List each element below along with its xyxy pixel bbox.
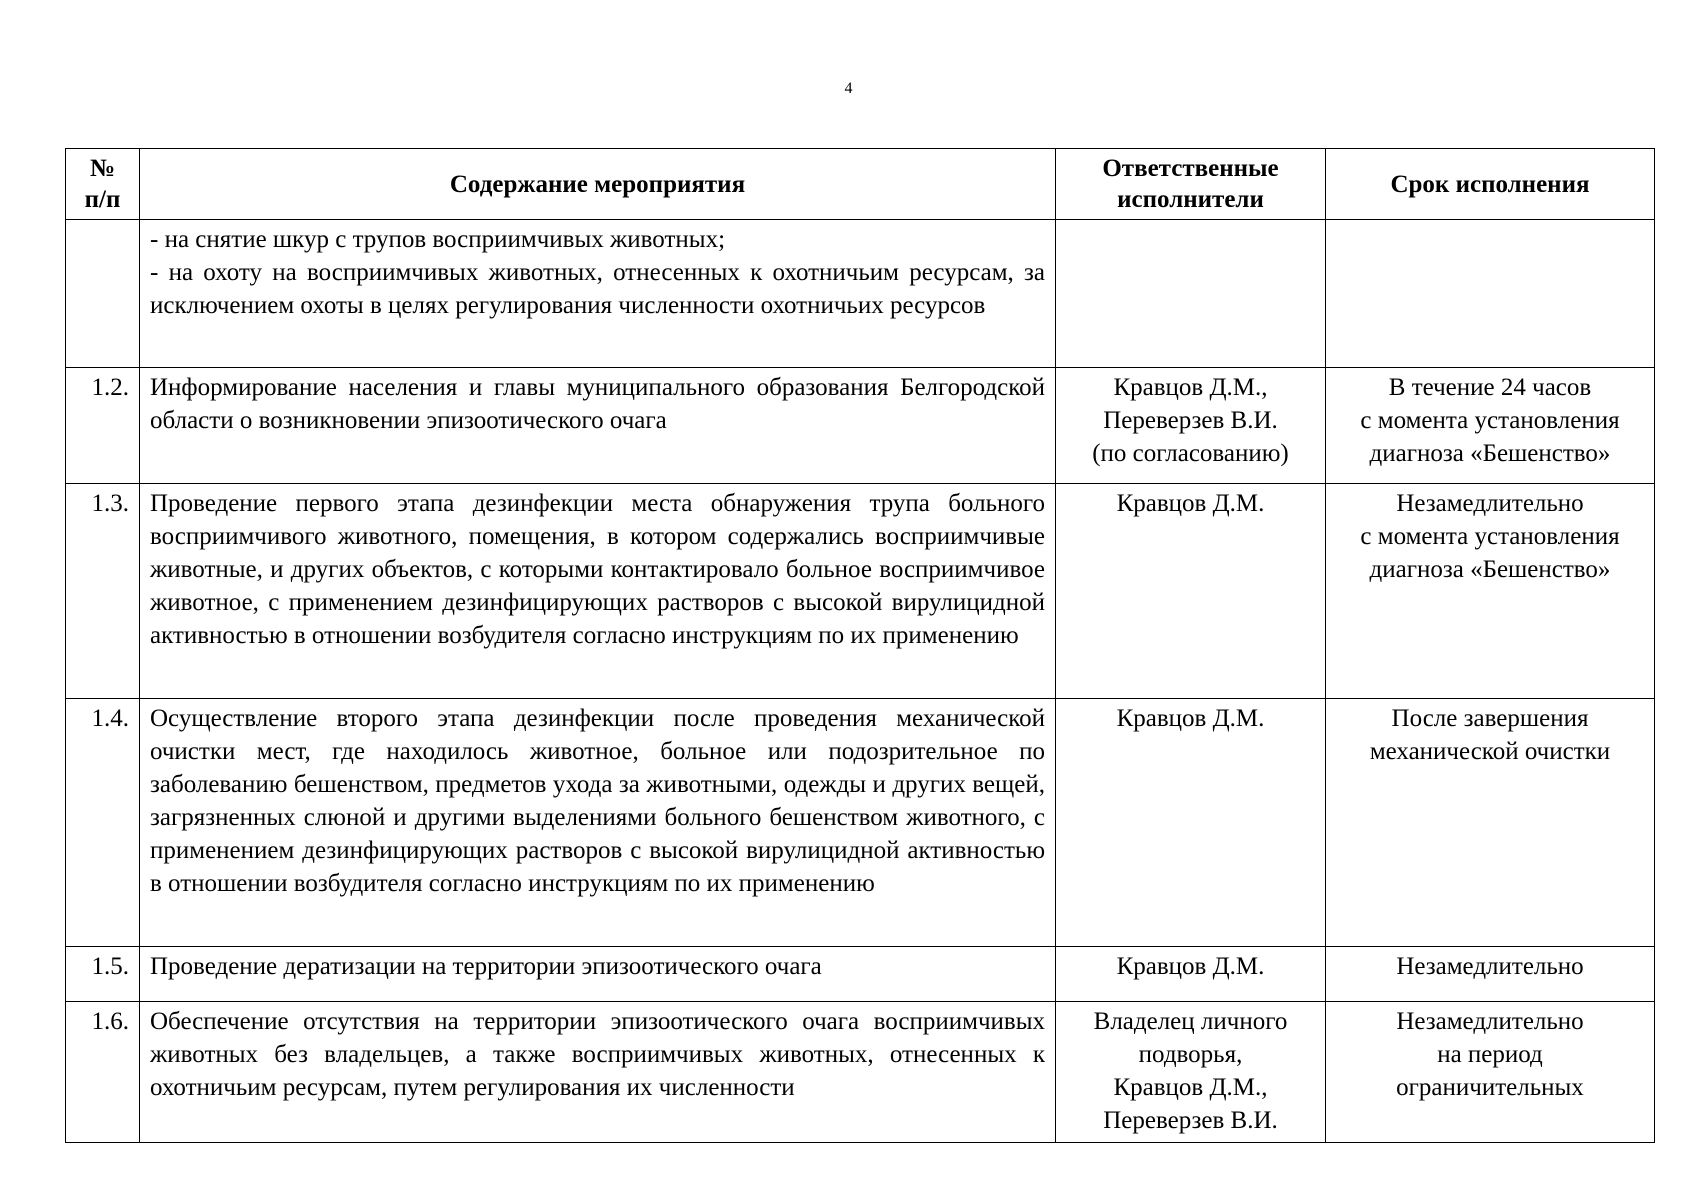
term-line: с момента установления xyxy=(1360,523,1620,550)
row-term xyxy=(1326,484,1655,699)
term-line: После завершения xyxy=(1391,705,1589,732)
responsible-line: Кравцов Д.М. xyxy=(1116,490,1265,517)
term-line: с момента установления xyxy=(1360,407,1620,434)
header-responsible-line: исполнители xyxy=(1117,186,1264,213)
row-responsible xyxy=(1056,1002,1326,1143)
term-line: Незамедлительно xyxy=(1396,1008,1584,1035)
row-term xyxy=(1326,1002,1655,1143)
table-row xyxy=(66,220,1655,368)
term-line: Незамедлительно xyxy=(1396,490,1584,517)
table-header-row xyxy=(66,149,1655,220)
header-responsible xyxy=(1056,149,1326,220)
responsible-line: подворья, xyxy=(1138,1041,1243,1068)
header-num-line: п/п xyxy=(84,186,121,213)
table-row xyxy=(66,484,1655,699)
responsible-line: Кравцов Д.М. xyxy=(1116,953,1265,980)
header-responsible-line: Ответственные xyxy=(1102,155,1279,182)
row-term xyxy=(1326,220,1655,368)
table-row xyxy=(66,699,1655,947)
content-paragraph: Обеспечение отсутствия на территории эпизоотического очага восприимчивых животных без владельцев, а также восприимчивых животных, отнесенных к охотничьим ресурсам, путем регулирования их численности xyxy=(150,1008,1045,1101)
row-content xyxy=(140,1002,1056,1143)
term-line: диагноза «Бешенство» xyxy=(1369,440,1611,467)
term-line: В течение 24 часов xyxy=(1388,374,1592,401)
responsible-line: Кравцов Д.М., xyxy=(1113,1074,1268,1101)
header-num-line: № xyxy=(89,155,116,182)
content-paragraph: Информирование населения и главы муниципального образования Белгородской области о возникновении эпизоотического очага xyxy=(150,374,1045,434)
table-row xyxy=(66,1002,1655,1143)
row-content xyxy=(140,699,1056,947)
page-number: 4 xyxy=(844,80,853,97)
row-number xyxy=(66,220,140,368)
content-paragraph: Осуществление второго этапа дезинфекции после проведения механической очистки мест, где находилось животное, больное или подозрительное по заболеванию бешенством, предметов ухода за животными, одежды и других вещей, загрязненных слюной и другими выделениями больного бешенством животного, с применением дезинфицирующих растворов с высокой вирулицидной активностью в отношении возбудителя согласно инструкциям по их применению xyxy=(150,705,1045,897)
term-line: диагноза «Бешенство» xyxy=(1369,556,1611,583)
term-line: на период xyxy=(1437,1041,1543,1068)
term-line: Незамедлительно xyxy=(1396,953,1584,980)
row-responsible xyxy=(1056,699,1326,947)
responsible-line: Переверзев В.И. xyxy=(1103,407,1278,434)
content-paragraph: - на охоту на восприимчивых животных, отнесенных к охотничьим ресурсам, за исключением охоты в целях регулирования численности охотничьих ресурсов xyxy=(150,259,1045,319)
row-responsible xyxy=(1056,484,1326,699)
row-number: 1.2. xyxy=(66,368,140,484)
row-number: 1.6. xyxy=(66,1002,140,1143)
content-paragraph: Проведение первого этапа дезинфекции места обнаружения трупа больного восприимчивого животного, помещения, в котором содержались восприимчивые животные, и других объектов, с которыми контактировало больное восприимчивое животное, с применением дезинфицирующих растворов с высокой вирулицидной активностью в отношении возбудителя согласно инструкциям по их применению xyxy=(150,490,1045,649)
responsible-line: Кравцов Д.М. xyxy=(1116,705,1265,732)
table-row xyxy=(66,947,1655,1002)
row-term xyxy=(1326,699,1655,947)
term-line: механической очистки xyxy=(1369,738,1611,765)
row-number: 1.3. xyxy=(66,484,140,699)
responsible-line: (по согласованию) xyxy=(1092,440,1289,467)
row-number: 1.4. xyxy=(66,699,140,947)
row-responsible xyxy=(1056,368,1326,484)
row-content xyxy=(140,368,1056,484)
row-responsible xyxy=(1056,220,1326,368)
row-content xyxy=(140,484,1056,699)
content-paragraph: - на снятие шкур с трупов восприимчивых животных; xyxy=(150,226,726,253)
responsible-line: Кравцов Д.М., xyxy=(1113,374,1268,401)
table-row xyxy=(66,368,1655,484)
row-term xyxy=(1326,947,1655,1002)
row-content xyxy=(140,947,1056,1002)
row-term xyxy=(1326,368,1655,484)
responsible-line: Владелец личного xyxy=(1093,1008,1288,1035)
measures-table xyxy=(65,148,1655,1143)
term-line: ограничительных xyxy=(1396,1074,1584,1101)
header-num xyxy=(66,149,140,220)
responsible-line: Переверзев В.И. xyxy=(1103,1107,1278,1134)
header-term: Срок исполнения xyxy=(1326,149,1655,220)
content-paragraph: Проведение дератизации на территории эпизоотического очага xyxy=(150,953,822,980)
header-content: Содержание мероприятия xyxy=(140,149,1056,220)
row-number: 1.5. xyxy=(66,947,140,1002)
row-responsible xyxy=(1056,947,1326,1002)
row-content xyxy=(140,220,1056,368)
